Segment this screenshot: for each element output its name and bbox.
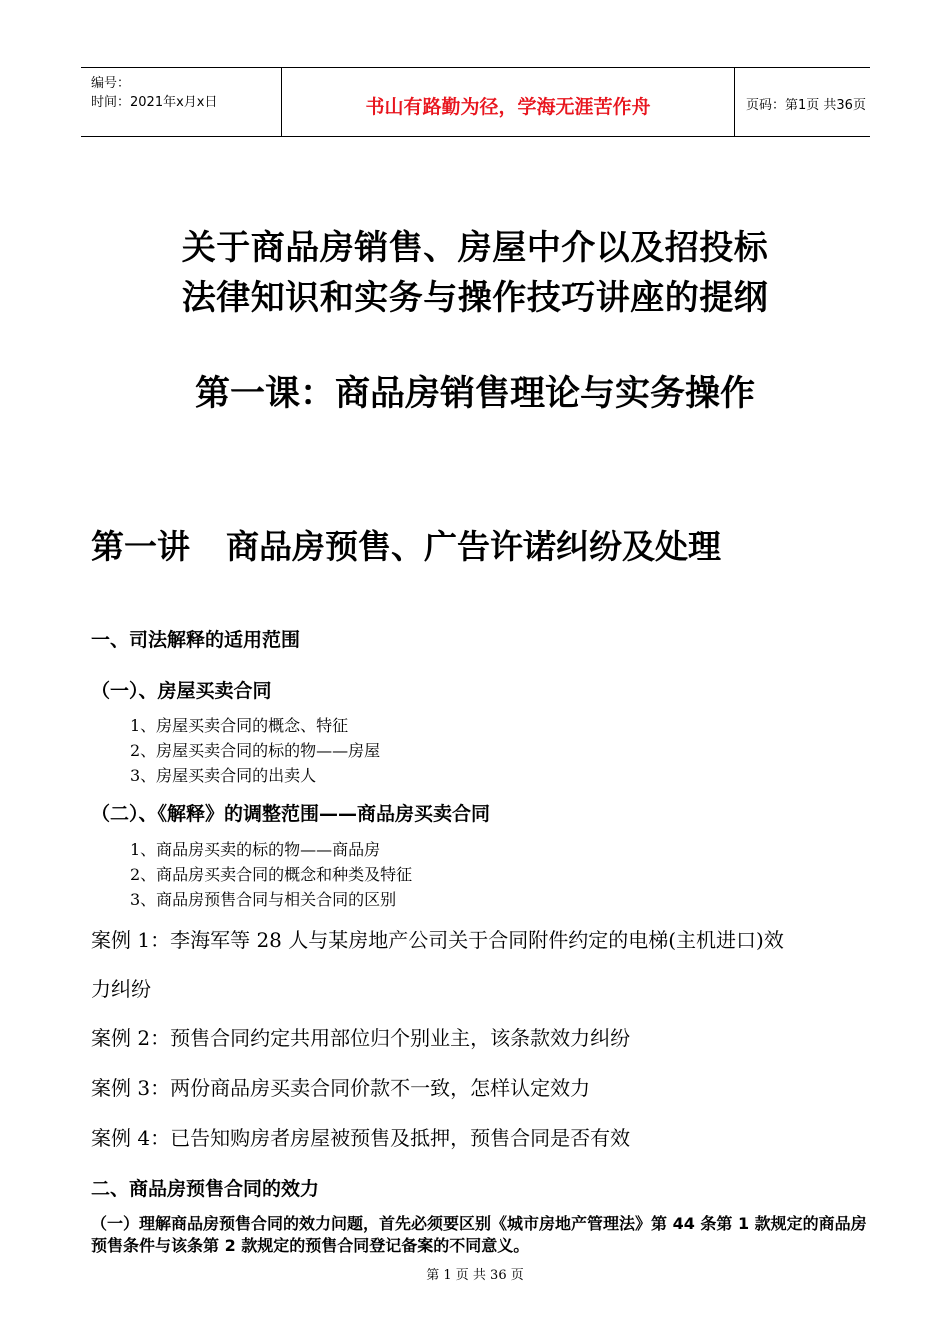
page-info: 页码：第1页 共36页 [746, 98, 866, 113]
header-table [81, 67, 870, 137]
section-2-heading: 二、商品房预售合同的效力 [91, 1178, 320, 1200]
document-title-line-2: 法律知识和实务与操作技巧讲座的提纲 [181, 278, 769, 318]
subsection-1-heading: （一）、房屋买卖合同 [91, 680, 272, 702]
document-number-label: 编号： [91, 76, 131, 91]
header-info-cell [81, 68, 281, 136]
document-title-line-1: 关于商品房销售、房屋中介以及招投标 [181, 228, 769, 268]
subsection-2-heading: （二）、《解释》的调整范围——商品房买卖合同 [91, 803, 491, 825]
lecture-title [91, 521, 721, 568]
case-1-continued: 力纠纷 [91, 977, 151, 1001]
list-item: 3、房屋买卖合同的出卖人 [130, 766, 317, 785]
list-item: 1、房屋买卖合同的概念、特征 [130, 716, 349, 735]
lesson-title: 第一课：商品房销售理论与实务操作 [194, 374, 755, 414]
section-1-heading: 一、司法解释的适用范围 [91, 629, 301, 651]
header-page-cell [734, 68, 870, 136]
case-3: 案例 3：两份商品房买卖合同价款不一致，怎样认定效力 [91, 1076, 591, 1100]
section-2-paragraph: （一）理解商品房预售合同的效力问题，首先必须要区别《城市房地产管理法》第 44 条第 1 款规定的商品房预售条件与该条第 2 款规定的预售合同登记备案的不同意义。 [91, 1214, 867, 1255]
document-date: 时间：2021年x月x日 [91, 95, 218, 110]
page-footer: 第 1 页 共 36 页 [426, 1268, 524, 1283]
case-1: 案例 1：李海军等 28 人与某房地产公司关于合同附件约定的电梯(主机进口)效 [91, 928, 784, 952]
list-item: 2、房屋买卖合同的标的物——房屋 [130, 741, 381, 760]
list-item: 3、商品房预售合同与相关合同的区别 [130, 890, 397, 909]
motto: 书山有路勤为径，学海无涯苦作舟 [365, 96, 651, 118]
list-item: 1、商品房买卖的标的物——商品房 [130, 840, 381, 859]
list-item: 2、商品房买卖合同的概念和种类及特征 [130, 865, 413, 884]
case-4: 案例 4：已告知购房者房屋被预售及抵押，预售合同是否有效 [91, 1126, 631, 1150]
header-motto-cell [281, 68, 735, 136]
case-2: 案例 2：预售合同约定共用部位归个别业主，该条款效力纠纷 [91, 1026, 631, 1050]
lecture-topic: 商品房预售、广告许诺纠纷及处理 [226, 527, 721, 566]
lecture-number: 第一讲 [91, 527, 190, 566]
